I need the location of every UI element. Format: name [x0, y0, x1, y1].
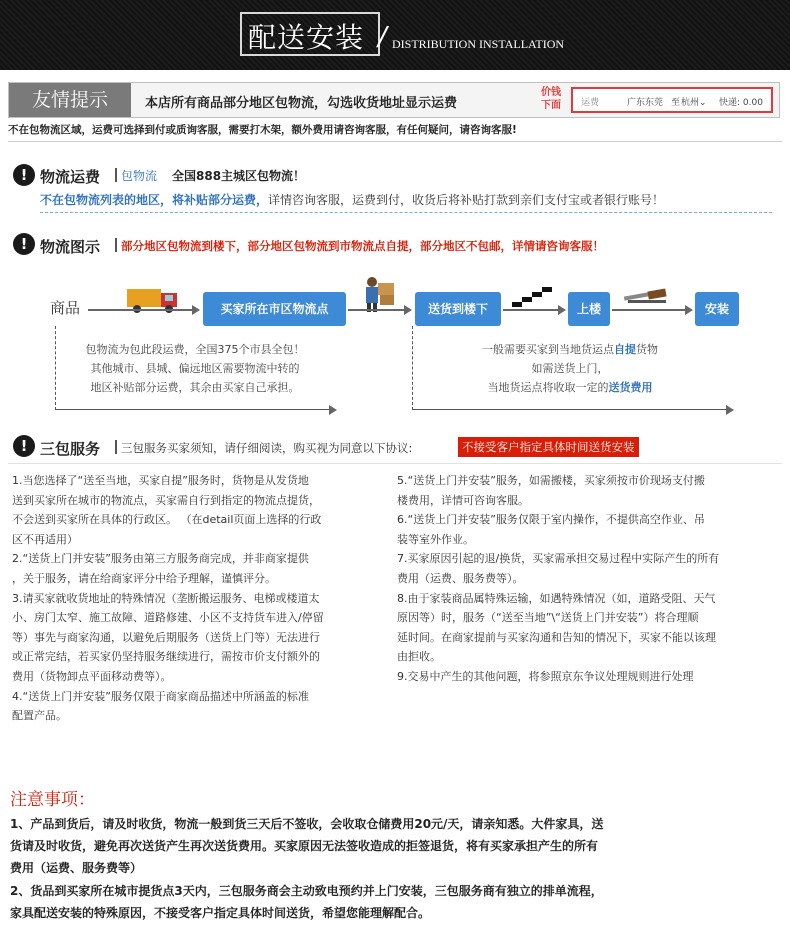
clause-line: 小、房门太窄、施工故障、道路修建、小区不支持货车进入/停留: [12, 611, 324, 625]
bracket-arrow-head: [726, 405, 734, 415]
flow-arrow-head: [404, 305, 412, 315]
shipping-detail-rest: 详情咨询客服，运费到付，收货后将补贴打款到亲们支付宝或者银行账号！: [268, 193, 665, 207]
bracket-arrow: [412, 409, 726, 410]
dashed-divider: [40, 212, 772, 213]
note-right-highlight: 自提: [614, 343, 636, 356]
header-banner: [0, 0, 790, 70]
note-left-line: 地区补贴部分运费，其余由买家自己承担。: [90, 381, 300, 394]
clause-line: 不会送到买家所在具体的行政区。 （在detail页面上选择的行政: [12, 513, 322, 527]
exclamation-icon: !: [13, 233, 35, 255]
flow-arrow-head: [685, 305, 693, 315]
clause-line: 6.“送货上门并安装”服务仅限于室内操作，不提供高空作业、吊: [397, 513, 705, 527]
flow-note-left: [60, 340, 330, 397]
notes-line: 费用（运费、服务费等）: [10, 861, 143, 875]
notes-line: 货请及时收货，避免再次送货产生再次送货费用。买家原因无法签收造成的拒签退货，将有买家承担产生的所有: [10, 839, 599, 853]
flow-arrow: [503, 309, 558, 311]
note-right-highlight: 送货费用: [608, 381, 653, 394]
bracket-arrow: [55, 409, 329, 410]
flow-arrow-head: [558, 305, 566, 315]
flow-arrow: [612, 309, 685, 311]
note-right-line-1: [420, 340, 720, 359]
clause-line: 9.交易中产生的其他问题，将参照京东争议处理规则进行处理: [397, 669, 694, 683]
no-scheduled-delivery-tag: 不接受客户指定具体时间送货安装: [458, 437, 639, 457]
clause-line: 原因等）时，服务（“送至当地”\“送货上门并安装”）将合理顺: [397, 611, 699, 625]
section-title-service: 三包服务: [40, 440, 101, 458]
clause-line: 费用（运费、服务费等）。: [397, 571, 524, 585]
note-right-text: 货物: [636, 343, 658, 356]
shipping-detail: [40, 191, 664, 208]
chevron-down-icon: ⌄: [699, 98, 707, 108]
header-subtitle-en: DISTRIBUTION INSTALLATION: [392, 37, 565, 51]
notice-tag: 友情提示: [9, 83, 131, 117]
clause-line: 由拒收。: [397, 650, 441, 664]
shipping-desc: 全国888主城区包物流！: [172, 169, 306, 183]
flow-step-city-depot: 买家所在市区物流点: [203, 292, 346, 326]
clause-line: 5.“送货上门并安装”服务，如需搬楼，买家须按市价现场支付搬: [397, 474, 705, 487]
section-title-flow: 物流图示: [40, 238, 101, 256]
flow-arrow: [348, 309, 404, 311]
clause-line: 区不再适用）: [12, 532, 78, 546]
clause-line: ，关于服务，请在给商家评分中给予理解，谨慎评分。: [12, 571, 276, 585]
shipping-fee-widget[interactable]: [571, 87, 773, 113]
note-right-line-2: 如需送货上门，: [531, 362, 609, 375]
widget-to: 至: [671, 98, 681, 108]
clause-line: 8.由于家装商品属特殊运输，如遇特殊情况（如，道路受阻、天气: [397, 591, 716, 605]
widget-city: 杭州: [681, 98, 700, 108]
clause-line: 装等室外作业。: [397, 532, 474, 546]
note-right-text: 当地货运点将收取一定的: [487, 381, 609, 394]
delivery-person-icon: [360, 275, 398, 313]
header-title: 配送安装: [248, 21, 365, 54]
bracket-arrow-head: [329, 405, 337, 415]
section-separator: [115, 238, 117, 252]
notice-sub: 不在包物流区域，运费可选择到付或质询客服，需要打木架，额外费用请咨询客服，有任何疑问，请咨询客服!: [8, 124, 517, 136]
clause-line: 3.请买家就收货地址的特殊情况（垄断搬运服务、电梯或楼道太: [12, 591, 320, 605]
tools-icon: [622, 286, 672, 306]
exclamation-icon: !: [13, 164, 35, 186]
clause-line: 4.“送货上门并安装”服务仅限于商家商品描述中所涵盖的标准: [12, 689, 309, 703]
flow-step-install: 安装: [695, 292, 739, 326]
flow-step-deliver-downstairs: 送货到楼下: [415, 292, 501, 326]
note-right-text: 一般需要买家到当地货运点: [482, 343, 614, 356]
divider: [8, 463, 782, 464]
price-label: 价钱下面: [541, 87, 561, 111]
notes-line: 2、货品到买家所在城市提货点3天内，三包服务商会主动致电预约并上门安装，三包服务商有独立的排单流程，: [10, 884, 603, 898]
stairs-icon: [510, 286, 554, 308]
clause-line: 配置产品。: [12, 709, 67, 723]
shipping-label: 包物流: [121, 169, 158, 183]
widget-express: 快递: 0.00: [719, 98, 763, 108]
section-title-shipping: 物流运费: [40, 168, 101, 186]
clause-line: 送到买家所在城市的物流点，买家需自行到指定的物流点提货，: [12, 493, 320, 507]
clause-line: 或正常完结，若买家仍坚持服务继续进行，需按市价支付额外的: [12, 650, 320, 664]
service-clauses-left: [12, 471, 390, 726]
flow-note-right: [420, 340, 720, 397]
note-right-line-3: [420, 378, 720, 397]
clause-line: 费用（货物卸点平面移动费等）。: [12, 669, 172, 683]
section-separator: [115, 168, 117, 182]
header-slash: /: [378, 22, 387, 52]
flow-step-upstairs: 上楼: [568, 292, 610, 326]
clause-line: 2.“送货上门并安装”服务由第三方服务商完成，并非商家提供: [12, 552, 309, 566]
exclamation-icon: !: [13, 435, 35, 457]
clause-line: 7.买家原因引起的退/换货，买家需承担交易过程中实际产生的所有: [397, 552, 720, 566]
notes-line: 1、产品到货后，请及时收货，物流一般到货三天后不签收，会收取仓储费用20元/天，请亲知悉。大件家具，送: [10, 817, 604, 831]
widget-label: 运费: [581, 98, 600, 108]
clause-line: 1.当您选择了“送至当地，买家自提”服务时，货物是从发货地: [12, 474, 309, 487]
divider: [8, 141, 782, 142]
widget-city-select[interactable]: [681, 95, 707, 108]
flow-arrow: [88, 309, 192, 311]
notice-bar: [8, 82, 780, 118]
clause-line: 等）事先与商家沟通，以避免后期服务（送货上门等）无法进行: [12, 630, 320, 644]
notes-title: 注意事项：: [10, 790, 95, 810]
notes-line: 家具配送安装的特殊原因，不接受客户指定具体时间送货，希望您能理解配合。: [10, 906, 431, 920]
widget-region[interactable]: 广东东莞: [627, 98, 664, 108]
note-left-line: 其他城市、县城、偏远地区需要物流中转的: [90, 362, 300, 375]
notice-text: 本店所有商品部分地区包物流，勾选收货地址显示运费: [145, 96, 458, 111]
service-clauses-right: [397, 471, 782, 687]
note-left-line: 包物流为包此段运费，全国375个市县全包！: [85, 343, 305, 356]
flow-arrow-head: [192, 305, 200, 315]
flow-start-label: 商品: [50, 299, 81, 317]
clause-line: 楼费用，详情可咨询客服。: [397, 493, 529, 507]
section-separator: [115, 440, 117, 454]
clause-line: 延时间。在商家提前与买家沟通和告知的情况下，买家不能以该理: [397, 630, 716, 644]
service-desc: 三包服务买家须知，请仔细阅读，购买视为同意以下协议:: [121, 441, 413, 455]
flow-desc: 部分地区包物流到楼下，部分地区包物流到市物流点自提，部分地区不包邮，详情请咨询客服！: [121, 239, 604, 253]
shipping-detail-highlight: 不在包物流列表的地区，将补贴部分运费，: [40, 193, 269, 207]
